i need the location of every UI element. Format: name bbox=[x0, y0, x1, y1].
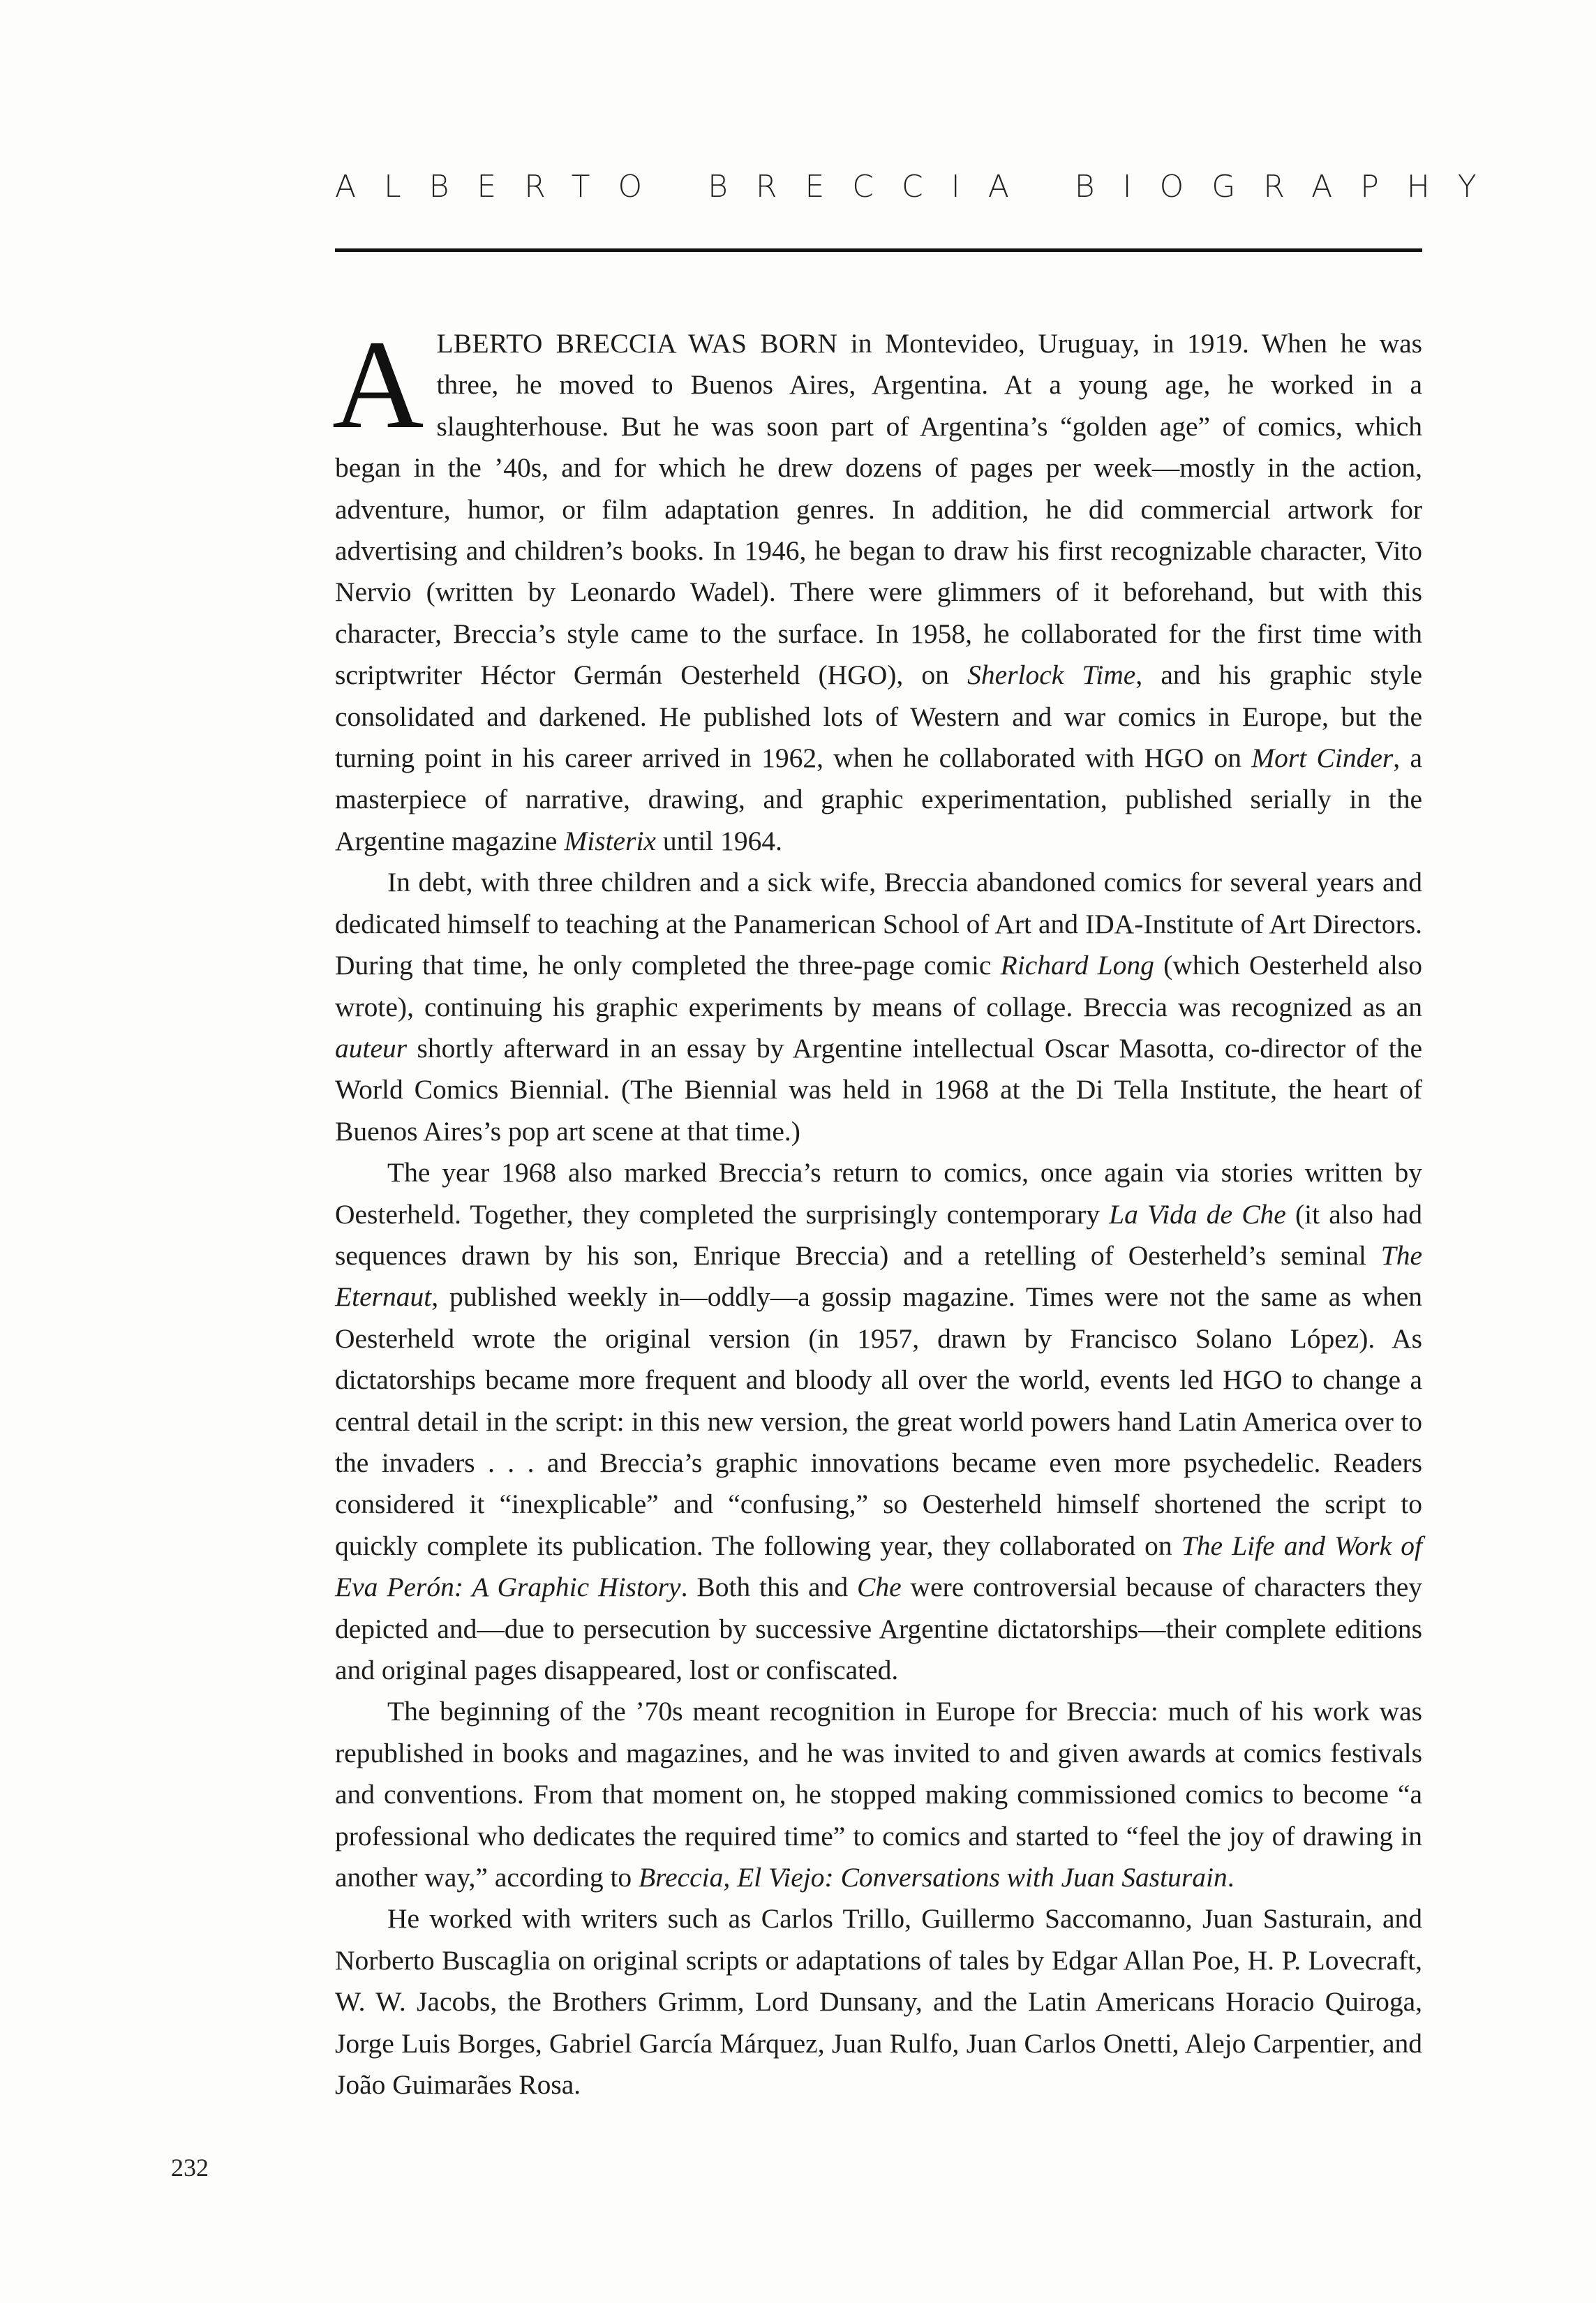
header-rule bbox=[335, 248, 1422, 252]
text-run: . bbox=[1227, 1862, 1235, 1893]
text-run: in Montevideo, Uruguay, in 1919. When he was three, he moved to Buenos Aires, Argentina. At a young age, he worked in a slaughterhouse. But he was soon part of Argentina’s “golden age” of comics, which began in the ’40s, and for which he drew dozens of pages per week—mostly in the action, adventure, humor, or film adaptation genres. In addition, he did commercial artwork for advertising and children’s books. In 1946, he began to draw his first recognizable character, Vito Nervio (written by Leonardo Wadel). There were glimmers of it beforehand, but with this character, Breccia’s style came to the surface. In 1958, he collaborated for the first time with scriptwriter Héctor Germán Oesterheld (HGO), on bbox=[335, 328, 1423, 691]
italic-title: Breccia, El Viejo: Conversations with Juan Sasturain bbox=[639, 1862, 1228, 1893]
paragraph bbox=[332, 315, 1423, 862]
italic-title: auteur bbox=[335, 1032, 408, 1064]
italic-title: Richard Long bbox=[1000, 950, 1154, 981]
paragraph bbox=[335, 862, 1422, 1152]
text-run: shortly afterward in an essay by Argentine intellectual Oscar Masotta, co-director of the World Comics Biennial. (The Biennial was held in 1968 at the Di Tella Institute, the heart of Buenos Aires’s pop art scene at that time.) bbox=[335, 1032, 1422, 1147]
italic-title: The Eternaut bbox=[335, 1239, 1422, 1313]
text-run: The year 1968 also marked Breccia’s return to comics, once again via stories written by Oesterheld. Together, they completed the surprisingly contemporary bbox=[335, 1157, 1422, 1230]
italic-title: Che bbox=[857, 1572, 902, 1603]
text-run: , a masterpiece of narrative, drawing, and graphic experimentation, published serially in the Argentine magazine bbox=[335, 743, 1422, 856]
text-run: . Both this and bbox=[680, 1572, 857, 1603]
text-run: , and his graphic style consolidated and darkened. He published lots of Western and war comics in Europe, but the turning point in his career arrived in 1962, when he collaborated with HGO on bbox=[335, 659, 1422, 774]
paragraph bbox=[335, 1898, 1422, 2106]
text-run: He worked with writers such as Carlos Trillo, Guillermo Saccomanno, Juan Sasturain, and Norberto Buscaglia on original scripts or adaptations of tales by Edgar Allan Poe, H. P. Lovecraft, W. W. Jacobs, the Brothers Grimm, Lord Dunsany, and the Latin Americans Horacio Quiroga, Jorge Luis Borges, Gabriel García Márquez, Juan Rulfo, Juan Carlos Onetti, Alejo Carpentier, and João Guimarães Rosa. bbox=[335, 1903, 1422, 2101]
text-run: In debt, with three children and a sick wife, Breccia abandoned comics for several years and dedicated himself to teaching at the Panamerican School of Art and IDA-Institute of Art Directors. During that time, he only completed the three-page comic bbox=[335, 867, 1422, 981]
italic-title: Misterix bbox=[564, 825, 656, 856]
lead-in: LBERTO BRECCIA WAS BORN bbox=[436, 328, 838, 359]
page-number: 232 bbox=[171, 2154, 209, 2182]
running-head: ALBERTO BRECCIA BIOGRAPHY bbox=[335, 169, 1505, 204]
italic-title: Sherlock Time bbox=[967, 659, 1136, 691]
paragraph bbox=[335, 1152, 1422, 1691]
paragraph bbox=[335, 1691, 1422, 1898]
text-run: The beginning of the ’70s meant recognition in Europe for Breccia: much of his work was republished in books and magazines, and he was invited to and given awards at comics festivals and conventions. From that moment on, he stopped making commissioned comics to become “a professional who dedicates the required time” to comics and started to “feel the joy of drawing in another way,” according to bbox=[335, 1696, 1422, 1893]
italic-title: The Life and Work of Eva Perón: A Graphic History bbox=[335, 1530, 1422, 1603]
text-run: (it also had sequences drawn by his son, Enrique Breccia) and a retelling of Oesterheld’s seminal bbox=[335, 1198, 1422, 1271]
text-run: , published weekly in—oddly—a gossip magazine. Times were not the same as when Oesterheld wrote the original version (in 1957, drawn by Francisco Solano López). As dictatorships became more frequent and bloody all over the world, events led HGO to change a central detail in the script: in this new version, the great world powers hand Latin America over to the invaders . . . and Breccia’s graphic innovations became even more psychedelic. Readers considered it “inexplicable” and “confusing,” so Oesterheld himself shortened the script to quickly complete its publication. The following year, they collaborated on bbox=[335, 1281, 1422, 1561]
text-run: were controversial because of characters they depicted and—due to persecution by successive Argentine dictatorships—their complete editions and original pages disappeared, lost or confiscated. bbox=[335, 1572, 1422, 1685]
drop-cap: A bbox=[332, 315, 424, 455]
text-run: until 1964. bbox=[655, 825, 783, 856]
italic-title: La Vida de Che bbox=[1109, 1198, 1286, 1230]
biography-text bbox=[332, 315, 1423, 2106]
text-run: (which Oesterheld also wrote), continuing his graphic experiments by means of collage. Breccia was recognized as an bbox=[335, 950, 1422, 1022]
italic-title: Mort Cinder bbox=[1251, 743, 1394, 774]
